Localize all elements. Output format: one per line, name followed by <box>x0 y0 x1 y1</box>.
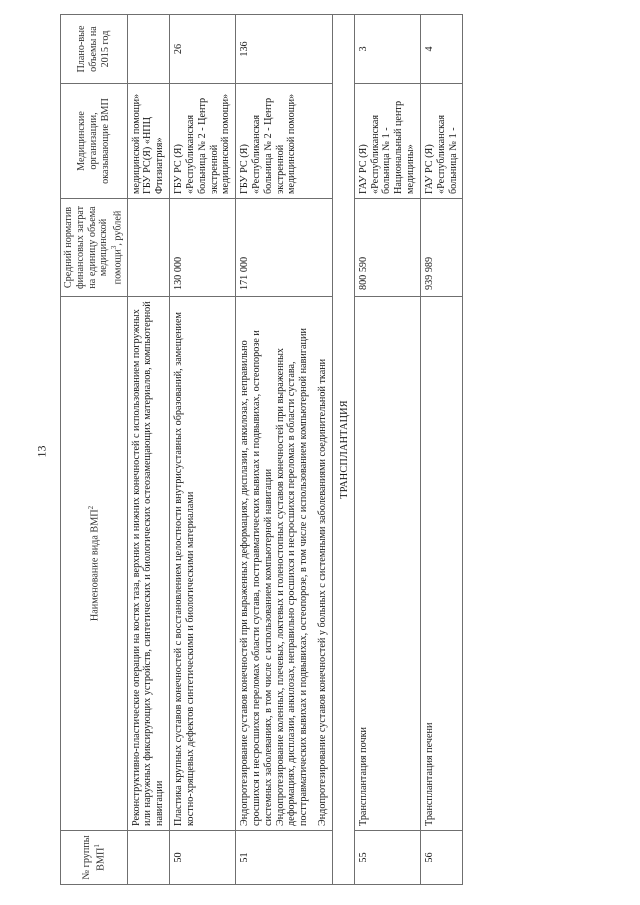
header-volume: Плано-вые объемы на 2015 год <box>61 15 128 84</box>
name-part: Эндопротезирование коленных, плечевых, локтевых и голеностопных суставов конечностей при выраженных деформациях, дисплазии, анкилозах, неправильно сросшихся и несросшихся переломах в области сустава, посттравматических вывихах и подвывихах, остеопорозе, в том числе с использованием компьютерной навигации <box>274 328 310 826</box>
vmp-table <box>60 14 463 885</box>
cell-name <box>236 297 333 831</box>
cell-volume <box>127 15 169 84</box>
cell-org: ГБУ РС (Я) «Республиканская больница № 2 - Центр экстренной медицинской помощи» <box>170 84 236 199</box>
cell-cost: 800 590 <box>354 199 420 297</box>
cell-org: медицинской помощи» ГБУ РС(Я) «НПЦ Фтизиатрия» <box>127 84 169 199</box>
section-row <box>332 15 354 885</box>
cell-name: Реконструктивно-пластические операции на костях таза, верхних и нижних конечностей с использованием погружных или наружных фиксирующих устройств, синтетических и биологических остеозамещающих материалов, компьютерной навигации <box>127 297 169 831</box>
table-row <box>236 15 333 885</box>
table-header <box>61 15 128 885</box>
header-cost: Средний норматив финансовых затрат на единицу объема медицинской помощи$^3$, рублей <box>61 199 128 297</box>
cell-name: Трансплантация печени <box>420 297 462 831</box>
table-row <box>420 15 462 885</box>
table-row <box>354 15 420 885</box>
cell-volume: 26 <box>170 15 236 84</box>
name-part: Эндопротезирование суставов конечностей при выраженных деформациях, дисплазии, анкилозах, неправильно сросшихся и несросшихся переломах области сустава, посттравматических вывихах и подвывихах, остеопорозе и системных заболеваниях, в том числе с использованием компьютерной навигации <box>239 330 274 826</box>
rotated-table-area <box>60 15 640 885</box>
section-title: ТРАНСПЛАНТАЦИЯ <box>332 15 354 885</box>
table-row <box>127 15 169 885</box>
cell-group: 56 <box>420 831 462 885</box>
header-row <box>61 15 128 885</box>
cell-cost: 171 000 <box>236 199 333 297</box>
header-name: Наименование вида ВМП$^2$ <box>61 297 128 831</box>
header-group: № группы ВМП$^1$ <box>61 831 128 885</box>
cell-org: ГАУ РС (Я) «Республиканская больница № 1 - <box>420 84 462 199</box>
cell-cost: 939 989 <box>420 199 462 297</box>
cell-org: ГАУ РС (Я) «Республиканская больница № 1 - Национальный центр медицины» <box>354 84 420 199</box>
cell-group: 50 <box>170 831 236 885</box>
name-part: Эндопротезирование суставов конечностей у больных с системными заболеваниями соединительной ткани <box>317 358 329 826</box>
cell-volume: 4 <box>420 15 462 84</box>
cell-group: 51 <box>236 831 333 885</box>
header-orgs: Медицинские организации, оказывающие ВМП <box>61 84 128 199</box>
table-row <box>170 15 236 885</box>
page-number: 13 <box>34 445 49 458</box>
cell-name: Трансплантация почки <box>354 297 420 831</box>
cell-volume: 3 <box>354 15 420 84</box>
cell-volume: 136 <box>236 15 333 84</box>
cell-cost <box>127 199 169 297</box>
cell-cost: 130 000 <box>170 199 236 297</box>
cell-group <box>127 831 169 885</box>
table-body <box>127 15 463 885</box>
cell-name: Пластика крупных суставов конечностей с восстановлением целостности внутрисуставных образований, замещением костно-хрящевых дефектов синтетическими и биологическими материалами <box>170 297 236 831</box>
cell-org: ГБУ РС (Я) «Республиканская больница № 2 - Центр экстренной медицинской помощи» <box>236 84 333 199</box>
cell-group: 55 <box>354 831 420 885</box>
